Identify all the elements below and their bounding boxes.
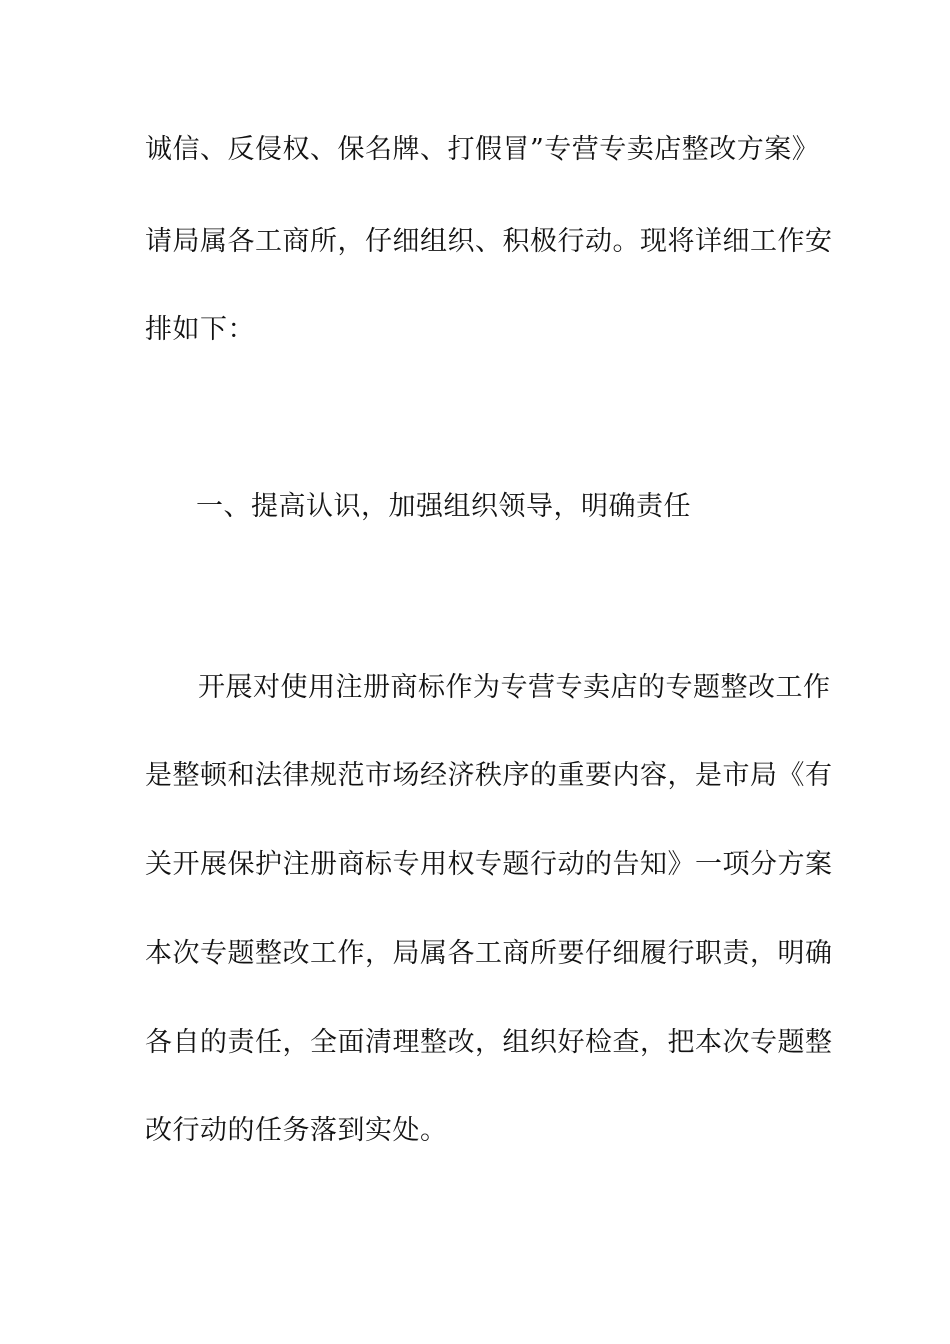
body-line-4: 本次专题整改工作，局属各工商所要仔细履行职责，明确 <box>145 938 833 969</box>
body-line-3: 关开展保护注册商标专用权专题行动的告知》一项分方案 <box>145 849 833 880</box>
body-line-6: 改行动的任务落到实处。 <box>145 1115 448 1146</box>
intro-line-3: 排如下： <box>145 314 255 345</box>
intro-line-2: 请局属各工商所，仔细组织、积极行动。现将详细工作安 <box>145 226 833 257</box>
intro-line-1: 诚信、反侵权、保名牌、打假冒”专营专卖店整改方案》 <box>145 134 820 165</box>
body-line-2: 是整顿和法律规范市场经济秩序的重要内容，是市局《有 <box>145 760 833 791</box>
section-heading: 一、提高认识，加强组织领导，明确责任 <box>196 491 691 522</box>
body-line-1: 开展对使用注册商标作为专营专卖店的专题整改工作 <box>198 672 831 703</box>
body-line-5: 各自的责任，全面清理整改，组织好检查，把本次专题整 <box>145 1027 833 1058</box>
